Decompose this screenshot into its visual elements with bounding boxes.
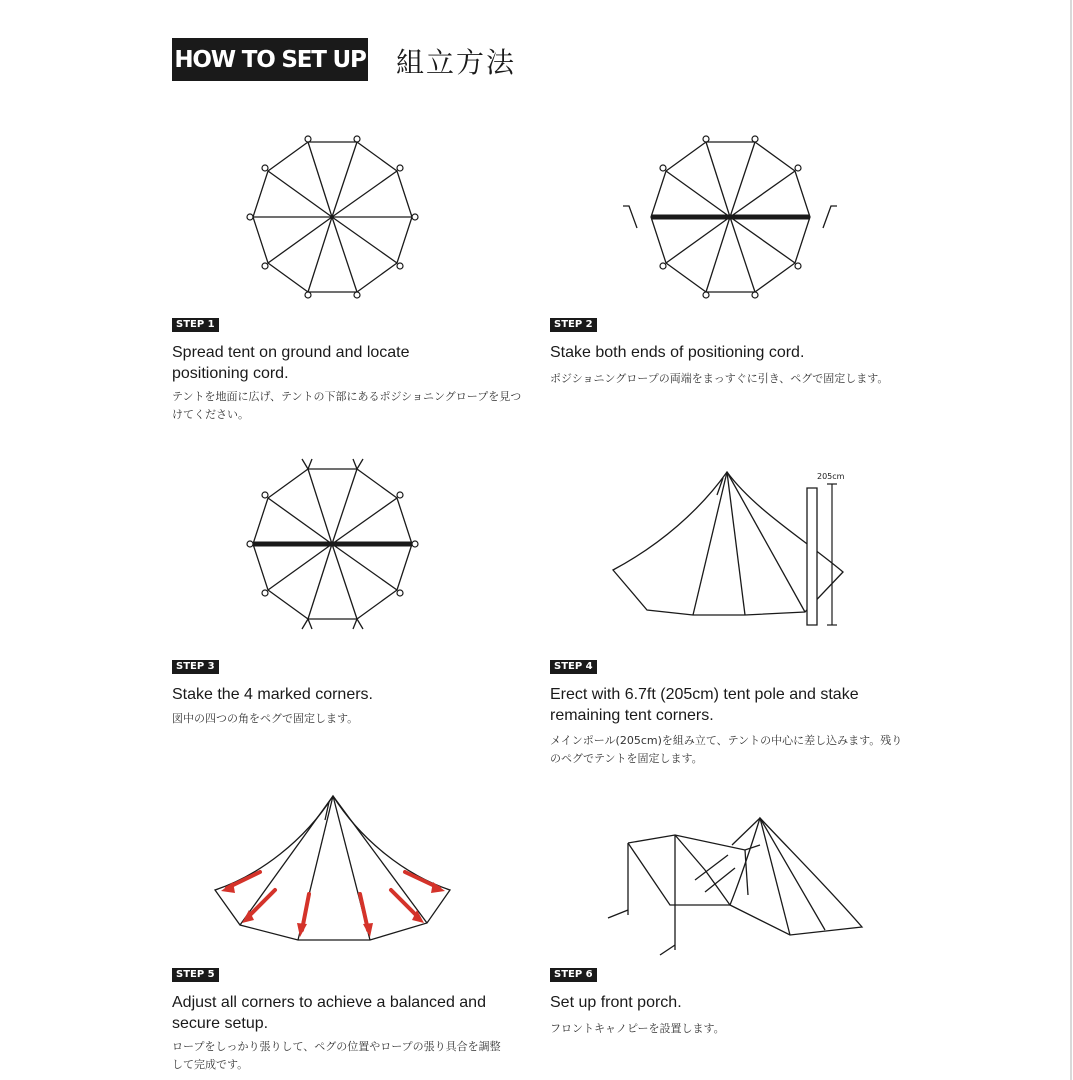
step3-diagram: [240, 455, 430, 635]
page-edge-rule: [1070, 0, 1072, 1080]
tension-arrows: [227, 872, 439, 930]
step4-title: Erect with 6.7ft (205cm) tent pole and stake remaining tent corners.: [550, 686, 859, 724]
step4-badge: STEP 4: [550, 660, 597, 674]
step1-diagram: [240, 130, 430, 310]
step3-title: Stake the 4 marked corners.: [172, 686, 373, 703]
step2-badge: STEP 2: [550, 318, 597, 332]
step2-description-jp: ポジショニングロープの両端をまっすぐに引き、ペグで固定します。: [550, 372, 889, 385]
step5-badge: STEP 5: [172, 968, 219, 982]
step6-description-jp: フロントキャノピーを設置します。: [550, 1022, 725, 1035]
step1-description-jp: テントを地面に広げ、テントの下部にあるポジショニングロープを見つけてください。: [172, 390, 522, 421]
step1-badge: STEP 1: [172, 318, 219, 332]
step2-diagram: [615, 130, 845, 310]
step5-title: Adjust all corners to achieve a balanced and secure setup.: [172, 994, 486, 1032]
height-dimension: [827, 484, 837, 625]
step3-description-jp: 図中の四つの角をペグで固定します。: [172, 712, 359, 725]
step1-title: Spread tent on ground and locate positioning cord.: [172, 344, 410, 382]
step6-diagram: [600, 810, 870, 960]
header-title-jp: 組立方法: [396, 46, 517, 79]
step5-diagram: [205, 790, 465, 950]
step2-title: Stake both ends of positioning cord.: [550, 344, 805, 361]
step5-description-jp: ロープをしっかり張りして、ペグの位置やロープの張り具合を調整して完成です。: [172, 1040, 501, 1071]
step6-badge: STEP 6: [550, 968, 597, 982]
tent-pole-icon: [807, 488, 817, 625]
pole-height-label: 205cm: [817, 472, 845, 481]
step4-diagram: [605, 460, 865, 635]
header-badge: HOW TO SET UP: [172, 38, 368, 81]
step6-title: Set up front porch.: [550, 994, 682, 1011]
step4-description-jp: メインポール(205cm)を組み立て、テントの中心に差し込みます。残りのペグでテントを固定します。: [550, 734, 903, 765]
step3-badge: STEP 3: [172, 660, 219, 674]
